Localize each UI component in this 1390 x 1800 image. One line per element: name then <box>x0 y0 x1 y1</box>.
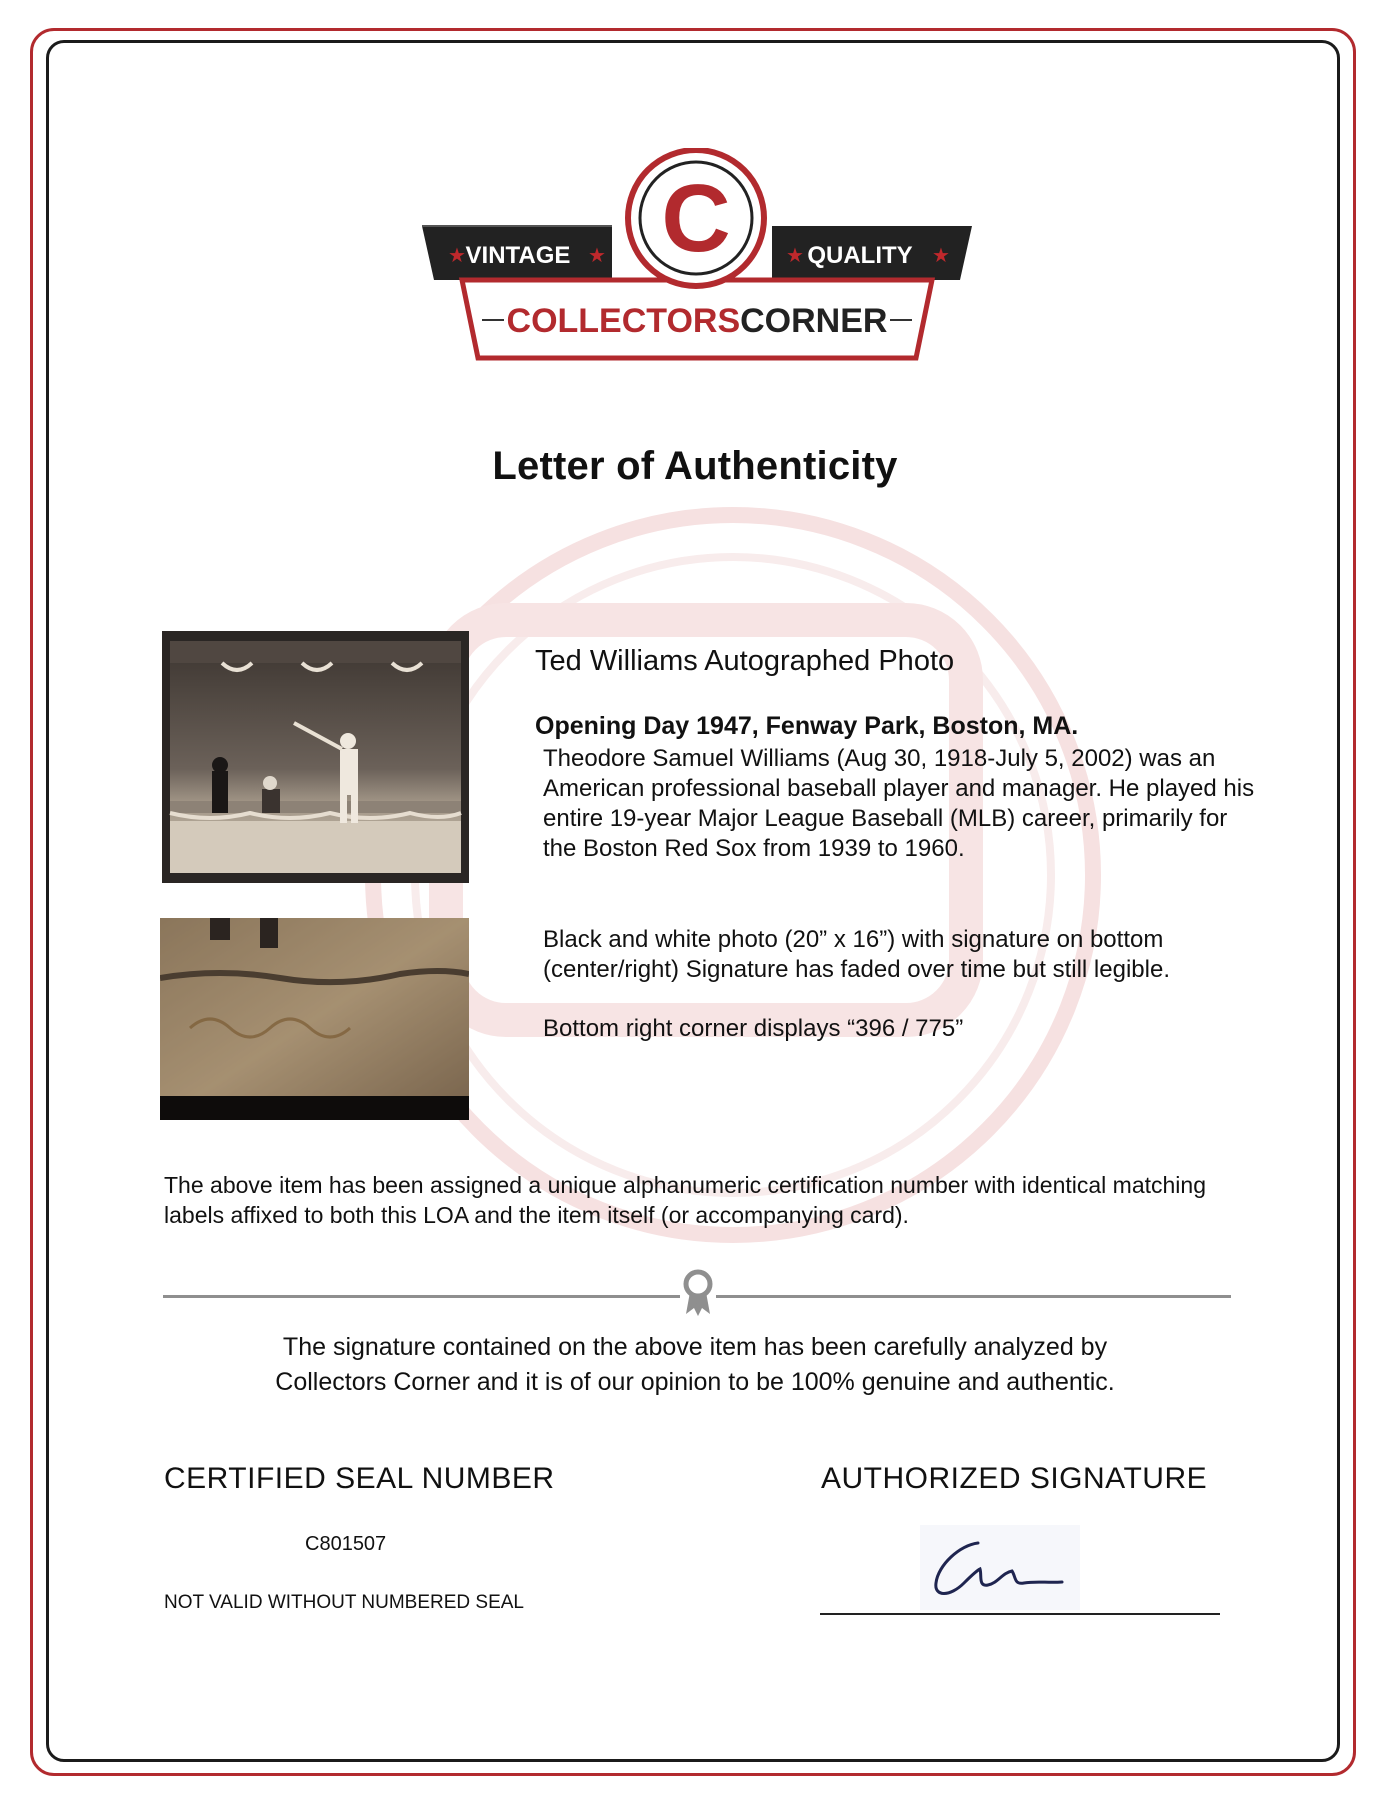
logo-emblem-letter: C <box>661 165 731 272</box>
logo-quality-text: QUALITY <box>807 242 913 269</box>
handwritten-signature <box>920 1525 1080 1610</box>
logo-brand-text <box>507 302 888 340</box>
logo-brand-part2: CORNER <box>740 302 888 340</box>
logo-vintage-text: VINTAGE <box>465 242 571 269</box>
statement-line-1: The signature contained on the above item has been carefully analyzed by <box>282 1333 1108 1361</box>
authorized-signature-heading: AUTHORIZED SIGNATURE <box>821 1462 1208 1495</box>
seal-number: C801507 <box>305 1533 387 1555</box>
page-title: Letter of Authenticity <box>492 444 898 488</box>
collectors-corner-logo <box>412 148 982 368</box>
seal-validity-note: NOT VALID WITHOUT NUMBERED SEAL <box>164 1592 524 1613</box>
signature-line <box>820 1613 1220 1615</box>
star-icon: ★ <box>786 243 804 267</box>
statement-line-2: Collectors Corner and it is of our opinion to be 100% genuine and authentic. <box>275 1368 1115 1396</box>
item-title: Ted Williams Autographed Photo <box>535 645 955 677</box>
seal-heading: CERTIFIED SEAL NUMBER <box>164 1462 555 1495</box>
item-photo-full <box>162 631 469 883</box>
certification-note: The above item has been assigned a unique alphanumeric certification number with identical matching labels affixed to both this LOA and the item itself (or accompanying card). <box>164 1172 1206 1228</box>
star-icon: ★ <box>448 243 466 267</box>
item-corner-note: Bottom right corner displays “396 / 775” <box>543 1015 964 1042</box>
item-photo-details: Black and white photo (20” x 16”) with signature on bottom (center/right) Signature has faded over time but still legible. <box>543 926 1170 983</box>
authenticity-statement <box>0 1330 1390 1400</box>
star-icon: ★ <box>932 243 950 267</box>
signature-closeup-photo <box>160 918 469 1120</box>
watermark-emblem <box>358 500 1108 1250</box>
item-description: Theodore Samuel Williams (Aug 30, 1918-July 5, 2002) was an American professional baseball player and manager. He played his entire 19-year Major League Baseball (MLB) career, primarily for the Boston Red Sox from 1939 to 1960. <box>543 745 1255 862</box>
logo-brand-part1: COLLECTORS <box>506 302 741 340</box>
item-subtitle: Opening Day 1947, Fenway Park, Boston, MA. <box>535 712 1079 740</box>
award-ribbon-icon <box>680 1268 716 1318</box>
star-icon: ★ <box>588 243 606 267</box>
